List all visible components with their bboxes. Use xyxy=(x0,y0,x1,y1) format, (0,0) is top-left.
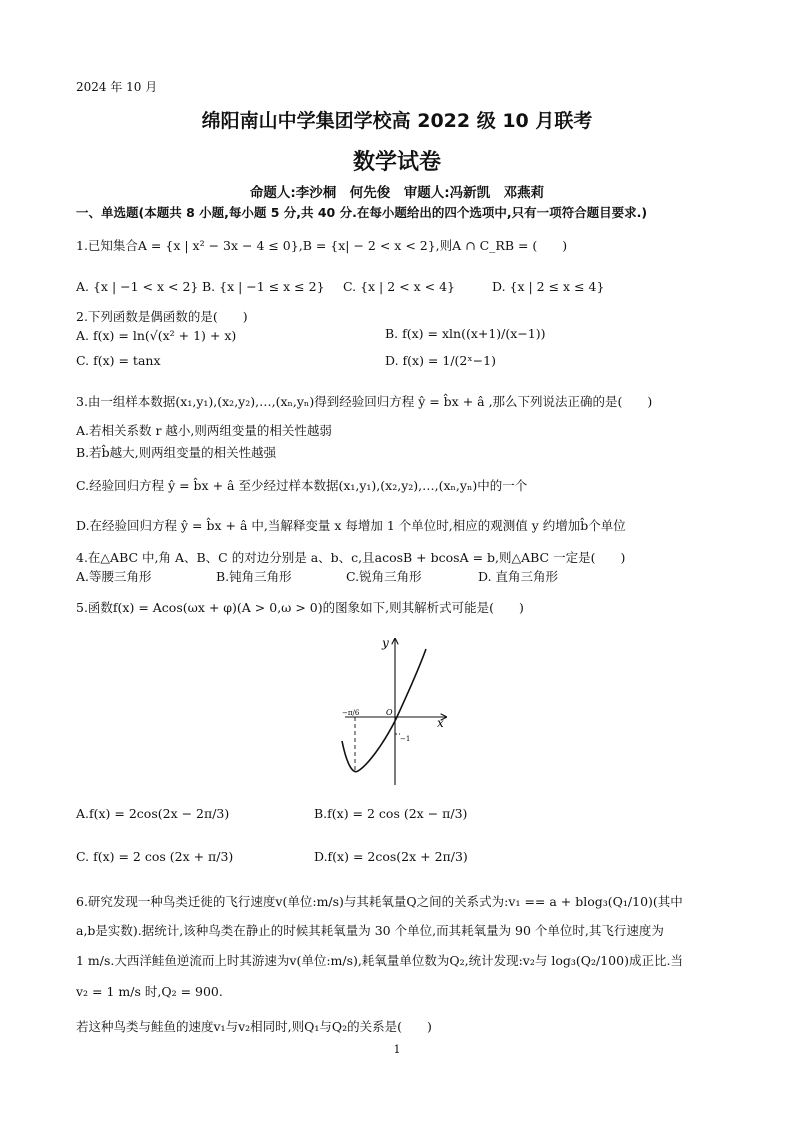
q4-option-d: D. 直角三角形 xyxy=(478,569,559,584)
q1-option-a: A. {x | −1 < x < 2} xyxy=(76,279,199,294)
q5-option-b: B.f(x) = 2 cos (2x − π/3) xyxy=(314,806,468,821)
section-heading: 一、单选题(本题共 8 小题,每小题 5 分,共 40 分.在每小题给出的四个选项中,只有一项符合题目要求.) xyxy=(76,205,648,220)
exam-authors: 命题人:李沙桐 何先俊 审题人:冯新凯 邓燕莉 xyxy=(249,185,545,201)
exam-title: 绵阳南山中学集团学校高 2022 级 10 月联考 xyxy=(201,110,593,132)
q2-stem: 2.下列函数是偶函数的是( ) xyxy=(76,309,248,324)
q2-option-b: B. f(x) = xln((x+1)/(x−1)) xyxy=(385,326,546,341)
q5-option-c: C. f(x) = 2 cos (2x + π/3) xyxy=(76,849,234,864)
q6-line-2: a,b是实数).据统计,该种鸟类在静止的时候其耗氧量为 30 个单位,而其耗氧量为 90 个单位时,其飞行速度为 xyxy=(76,923,664,938)
q5-stem: 5.函数f(x) = Acos(ωx + φ)(A > 0,ω > 0)的图象如下,则其解析式可能是( ) xyxy=(76,600,524,615)
q2-option-c: C. f(x) = tanx xyxy=(76,353,161,368)
q3-option-a: A.若相关系数 r 越小,则两组变量的相关性越弱 xyxy=(76,423,332,438)
q5-option-d: D.f(x) = 2cos(2x + 2π/3) xyxy=(314,849,468,864)
y-axis-label: y xyxy=(382,636,389,650)
page-number: 1 xyxy=(393,1043,401,1056)
q6-line-3: 1 m/s.大西洋鲑鱼逆流而上时其游速为v(单位:m/s),耗氧量单位数为Q₂,统计发现:v₂与 log₃(Q₂/100)成正比.当 xyxy=(76,953,683,968)
q2-option-d: D. f(x) = 1/(2ˣ−1) xyxy=(385,353,496,368)
tick-neg-1: −1 xyxy=(400,735,411,743)
q4-stem: 4.在△ABC 中,角 A、B、C 的对边分别是 a、b、c,且acosB + bcosA = b,则△ABC 一定是( ) xyxy=(76,550,626,565)
q6-line-5: 若这种鸟类与鲑鱼的速度v₁与v₂相同时,则Q₁与Q₂的关系是( ) xyxy=(76,1019,432,1034)
q6-line-4: v₂ = 1 m/s 时,Q₂ = 900. xyxy=(76,984,223,999)
origin-label: O xyxy=(386,708,393,717)
q1-option-b: B. {x | −1 ≤ x ≤ 2} xyxy=(202,279,325,294)
q2-option-a: A. f(x) = ln(√(x² + 1) + x) xyxy=(76,328,237,343)
q3-option-b: B.若b̂越大,则两组变量的相关性越强 xyxy=(76,445,277,460)
q4-option-b: B.钝角三角形 xyxy=(216,569,292,584)
tick-neg-pi-6: −π/6 xyxy=(342,709,360,717)
q1-stem: 1.已知集合A = {x | x² − 3x − 4 ≤ 0},B = {x| − 2 < x < 2},则A ∩ C_RB = ( ) xyxy=(76,238,568,253)
q6-line-1: 6.研究发现一种鸟类迁徙的飞行速度v(单位:m/s)与其耗氧量Q之间的关系式为:v₁ == a + blog₃(Q₁/10)(其中 xyxy=(76,894,683,909)
q3-option-c: C.经验回归方程 ŷ = b̂x + â 至少经过样本数据(x₁,y₁),(x₂,y₂),…,(xₙ,yₙ)中的一个 xyxy=(76,478,528,493)
exam-date: 2024 年 10 月 xyxy=(76,80,158,94)
q3-option-d: D.在经验回归方程 ŷ = b̂x + â 中,当解释变量 x 每增加 1 个单位时,相应的观测值 y 约增加b̂个单位 xyxy=(76,518,626,533)
q5-option-a: A.f(x) = 2cos(2x − 2π/3) xyxy=(76,806,230,821)
q3-stem: 3.由一组样本数据(x₁,y₁),(x₂,y₂),…,(xₙ,yₙ)得到经验回归方程 ŷ = b̂x + â ,那么下列说法正确的是( ) xyxy=(76,394,653,409)
q1-option-d: D. {x | 2 ≤ x ≤ 4} xyxy=(492,279,605,294)
x-axis-label: x xyxy=(437,716,444,730)
q1-option-c: C. {x | 2 < x < 4} xyxy=(343,279,455,294)
q4-option-a: A.等腰三角形 xyxy=(76,569,152,584)
exam-subject: 数学试卷 xyxy=(352,150,441,175)
q5-function-graph xyxy=(340,633,460,788)
q4-option-c: C.锐角三角形 xyxy=(346,569,422,584)
